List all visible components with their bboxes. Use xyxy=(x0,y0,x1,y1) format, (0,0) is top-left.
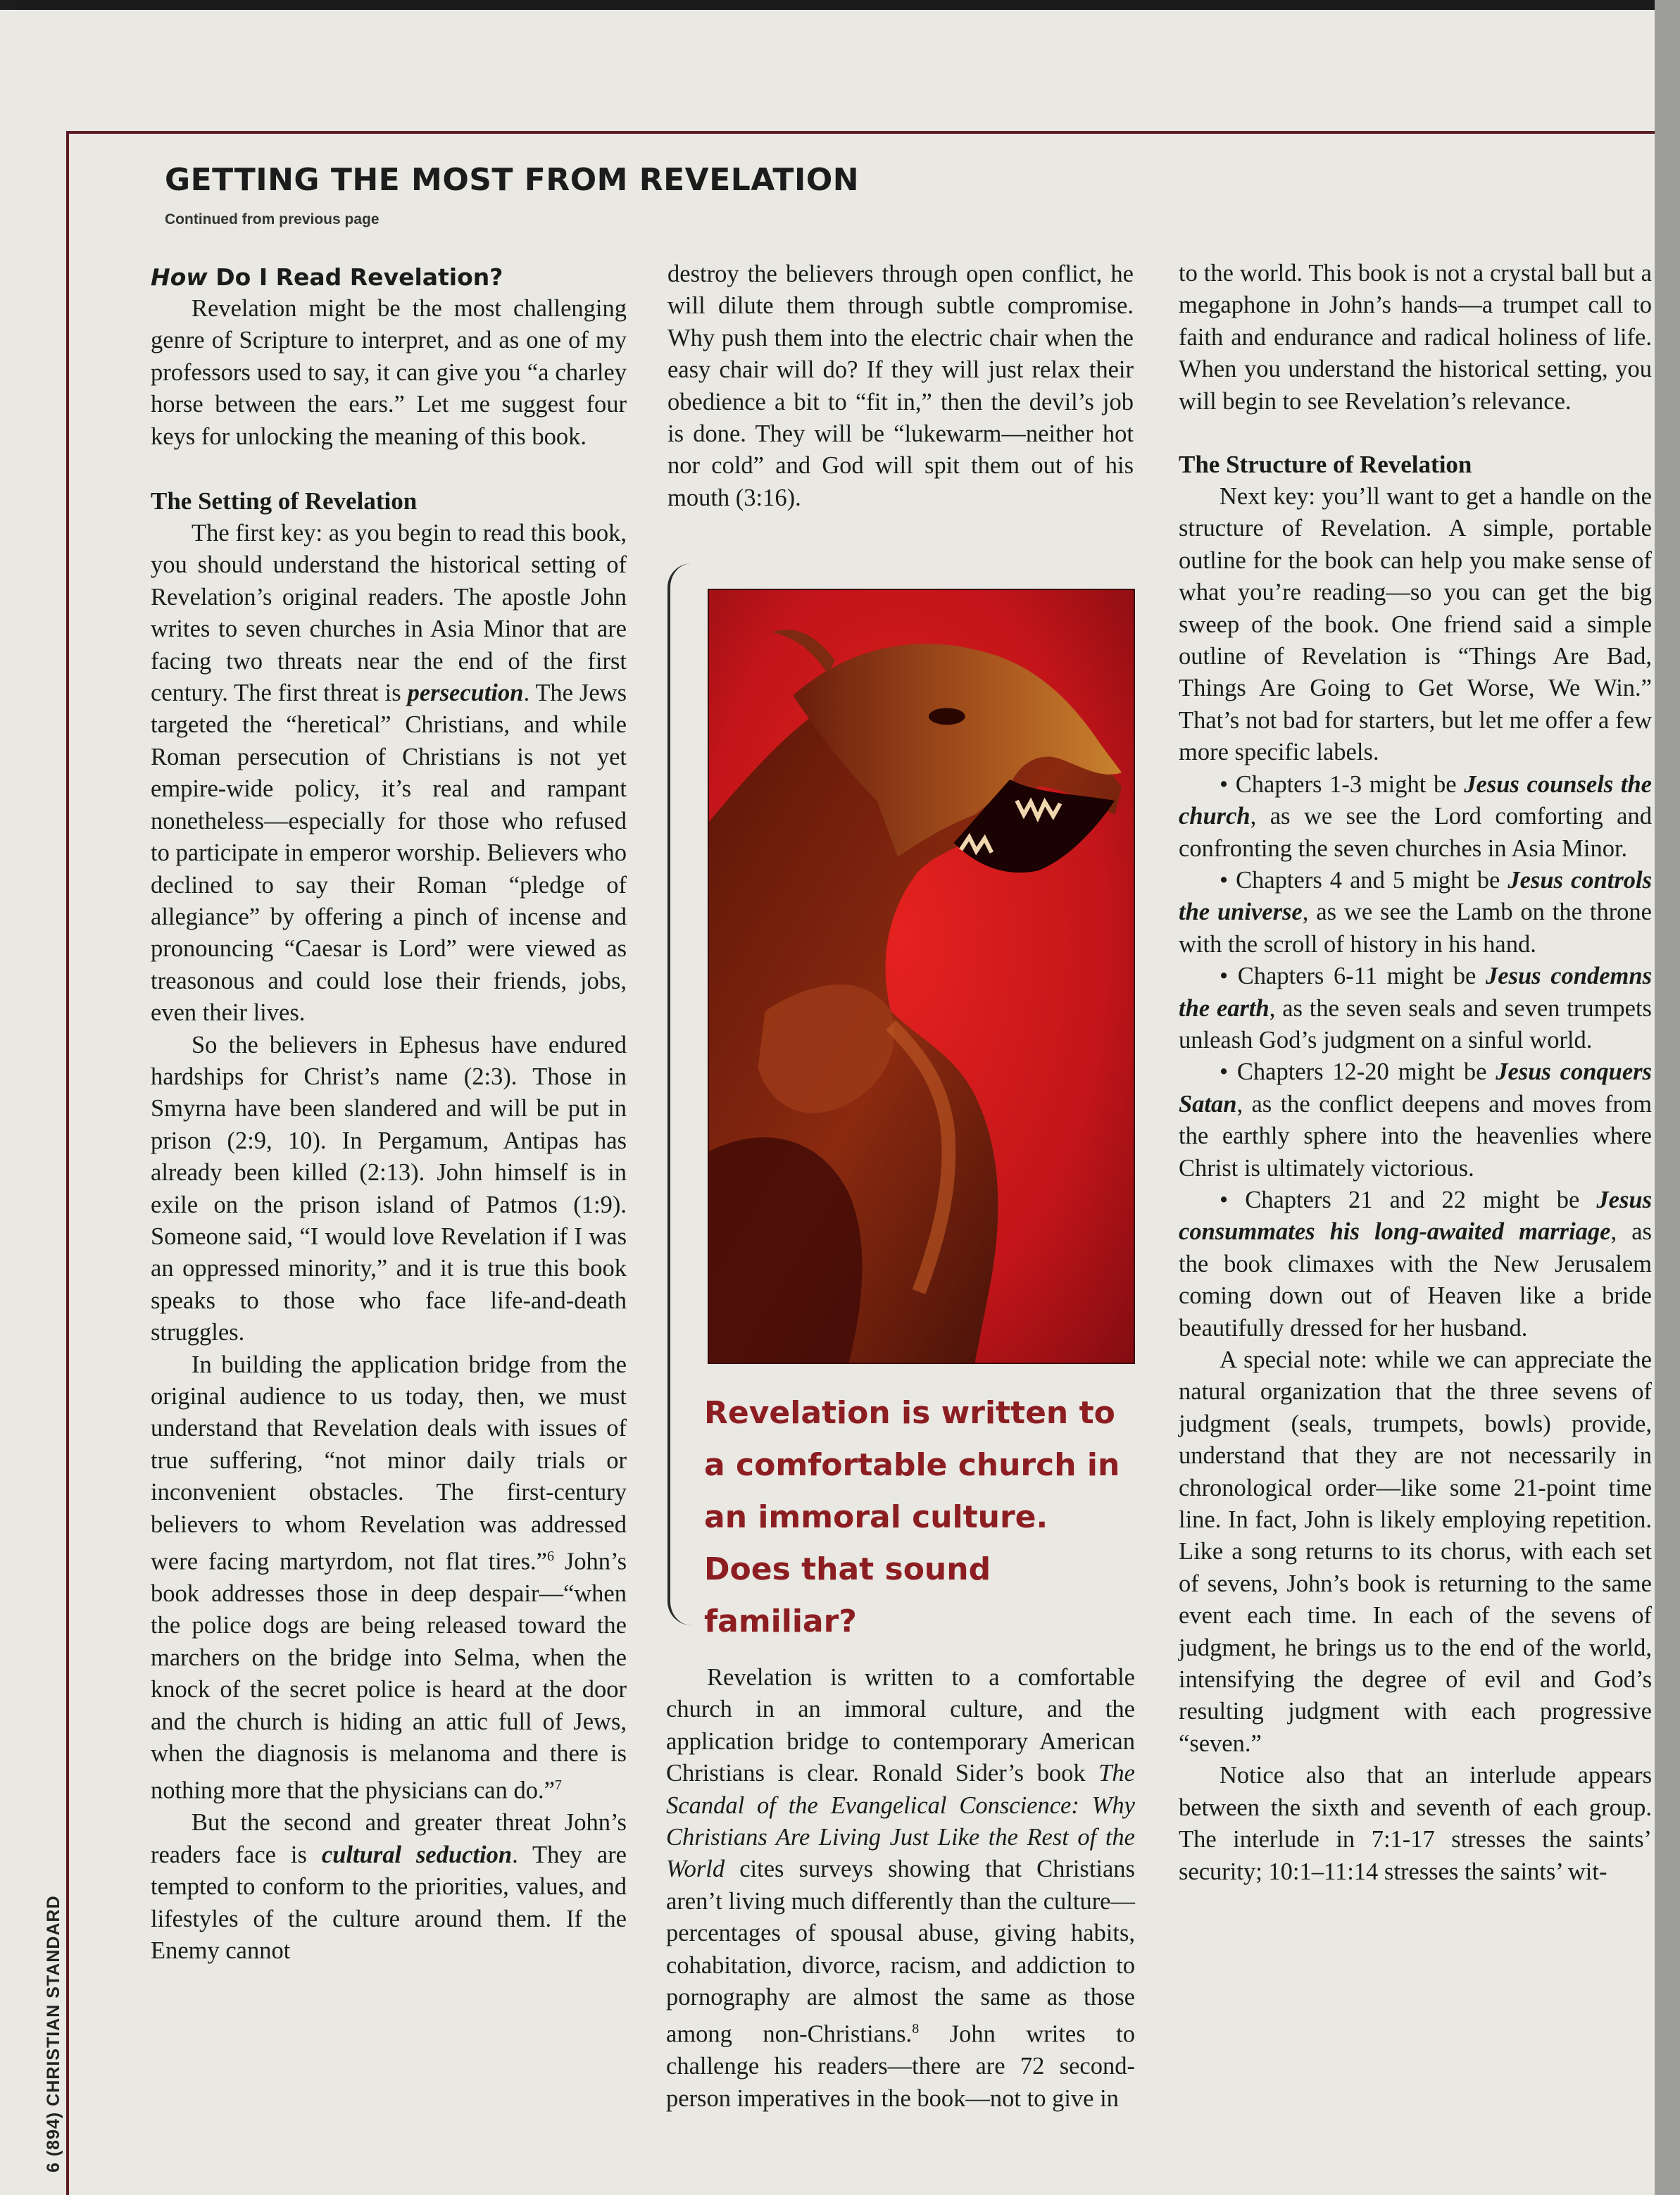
paragraph: In building the application bridge from the original audience to us today, then, we must understand that Revelation deals with issues of true suffering, “not minor daily trials or inconvenient obstacles. The first-century believers to whom Revelation was addressed were facing martyrdom, not flat tires.”$^6$ John’s book addresses those in deep despair—“when the police dogs are being released toward the marchers on the bridge into Selma, when the knock of the secret police is heard at the door and the church is hiding an attic full of Jews, when the diagnosis is melanoma and there is nothing more that the physicians can do.”$^7$ xyxy=(151,1351,627,1804)
paragraph: So the believers in Ephesus have endured hardships for Christ’s name (2:3). Those in Smyrna have been slandered and will be put in prison (2:9, 10). In Pergamum, Antipas has already been killed (2:13). John himself is in exile on the prison island of Patmos (1:9). Someone said, “I would love Revelation if I was an oppressed minority,” and it is true this book speaks to those who face life-and-death struggles. xyxy=(151,1031,627,1346)
paragraph: destroy the believers through open conflict, he will dilute them through subtle compromise. Why push them into the electric chair when the easy chair will do? If they will just relax their obedience a bit to “fit in,” then the devil’s job is done. They will be “lukewarm—neither hot nor cold” and God will spit them out of his mouth (3:16). xyxy=(667,261,1134,511)
section-heading-structure: The Structure of Revelation xyxy=(1179,451,1472,479)
list-item: • Chapters 6-11 might be Jesus condemns the earth, as the seven seals and seven trumpets unleash God’s judgment on a sinful world. xyxy=(1179,963,1652,1053)
list-item: • Chapters 12-20 might be Jesus conquers Satan, as the conflict deepens and moves from the earthly sphere into the heavenlies where Christ is ultimately victorious. xyxy=(1179,1058,1652,1182)
paragraph: A special note: while we can appreciate the natural organization that the three sevens of judgment (seals, trumpets, bowls) provide, understand that they are not necessarily in chronological order—like some 21-point time line. In fact, John is likely employing repetition. Like a song returns to its chorus, with each set of sevens, John’s book is returning to the same event each time. In each of the sevens of judgment, he brings us to the end of the world, intensifying the degree of evil and God’s resulting judgment with each progressive “seven.” xyxy=(1179,1346,1652,1757)
column-2-lower xyxy=(666,1662,1135,2115)
list-item: • Chapters 4 and 5 might be Jesus controls the universe, as we see the Lamb on the throne with the scroll of history in his hand. xyxy=(1179,866,1653,958)
paragraph: to the world. This book is not a crystal ball but a megaphone in John’s hands—a trumpet call to faith and endurance and radical holiness of life. When you understand the historical setting, you will begin to see Revelation’s relevance. xyxy=(1179,260,1652,415)
column-2 xyxy=(667,258,1134,514)
list-item: • Chapters 1-3 might be Jesus counsels the church, as we see the Lord comforting and confronting the seven churches in Asia Minor. xyxy=(1179,770,1652,862)
column-1 xyxy=(151,262,627,1967)
pullquote-bracket xyxy=(667,563,698,1625)
section-heading-setting: The Setting of Revelation xyxy=(151,487,418,515)
page-title: GETTING THE MOST FROM REVELATION xyxy=(165,162,860,198)
dragon-statue-photo xyxy=(708,589,1135,1364)
page-folio: 6 (894) CHRISTIAN STANDARD xyxy=(44,1895,63,2172)
pull-quote: Revelation is written to a comfortable church in an immoral culture. Does that sound familiar? xyxy=(704,1395,1120,1639)
paragraph: Revelation is written to a comfortable church in an immoral culture, and the application bridge to contemporary American Christians is clear. Ronald Sider’s book The Scandal of the Evangelical Conscience: Why Christians Are Living Just Like the Rest of the World cites surveys showing that Christians aren’t living much differently than the culture—percentages of spousal abuse, giving habits, cohabitation, divorce, racism, and addiction to pornography are almost the same as those among non-Christians.$^8$ John writes to challenge his readers—there are 72 second-person imperatives in the book—not to give in xyxy=(666,1664,1135,2112)
paragraph: Notice also that an interlude appears between the sixth and seventh of each group. The interlude in 7:1-17 stresses the saints’ security; 10:1–11:14 stresses the saints’ wit- xyxy=(1179,1762,1652,1885)
paragraph: The first key: as you begin to read this book, you should understand the historical setting of Revelation’s original readers. The apostle John writes to seven churches in Asia Minor that are facing two threats near the end of the first century. The first threat is persecution. The Jews targeted the “heretical” Christians, and while Roman persecution of Christians is not yet empire-wide policy, it’s real and rampant nonetheless—especially for those who refused to participate in emperor worship. Believers who declined to say their Roman “pledge of allegiance” by offering a pinch of incense and pronouncing “Caesar is Lord” were viewed as treasonous and could lose their friends, jobs, even their lives. xyxy=(151,520,627,1027)
paragraph: Next key: you’ll want to get a handle on the structure of Revelation. A simple, portable outline for the book can help you make sense of what you’re reading—so you can get the big sweep of the book. One friend said a simple outline of Revelation is “Things Are Bad, Things Are Going to Get Worse, We Win.” That’s not bad for starters, but let me offer a few more specific labels. xyxy=(1179,483,1652,766)
intro-paragraph: Revelation might be the most challenging genre of Scripture to interpret, and as one of my professors used to say, it can give you “a charley horse between the ears.” Let me suggest four keys for unlocking the meaning of this book. xyxy=(151,295,627,450)
column-3 xyxy=(1179,258,1652,1888)
list-item: • Chapters 21 and 22 might be Jesus consummates his long-awaited marriage, as the book climaxes with the New Jerusalem coming down out of Heaven like a bride beautifully dressed for her husband. xyxy=(1179,1186,1652,1342)
paragraph: But the second and greater threat John’s readers face is cultural seduction. They are tempted to conform to the priorities, values, and lifestyles of the culture around them. If the Enemy cannot xyxy=(151,1809,627,1964)
section-heading-how: How Do I Read Revelation? xyxy=(151,263,503,291)
continued-note: Continued from previous page xyxy=(165,211,380,227)
scan-right-edge xyxy=(1655,0,1680,2195)
